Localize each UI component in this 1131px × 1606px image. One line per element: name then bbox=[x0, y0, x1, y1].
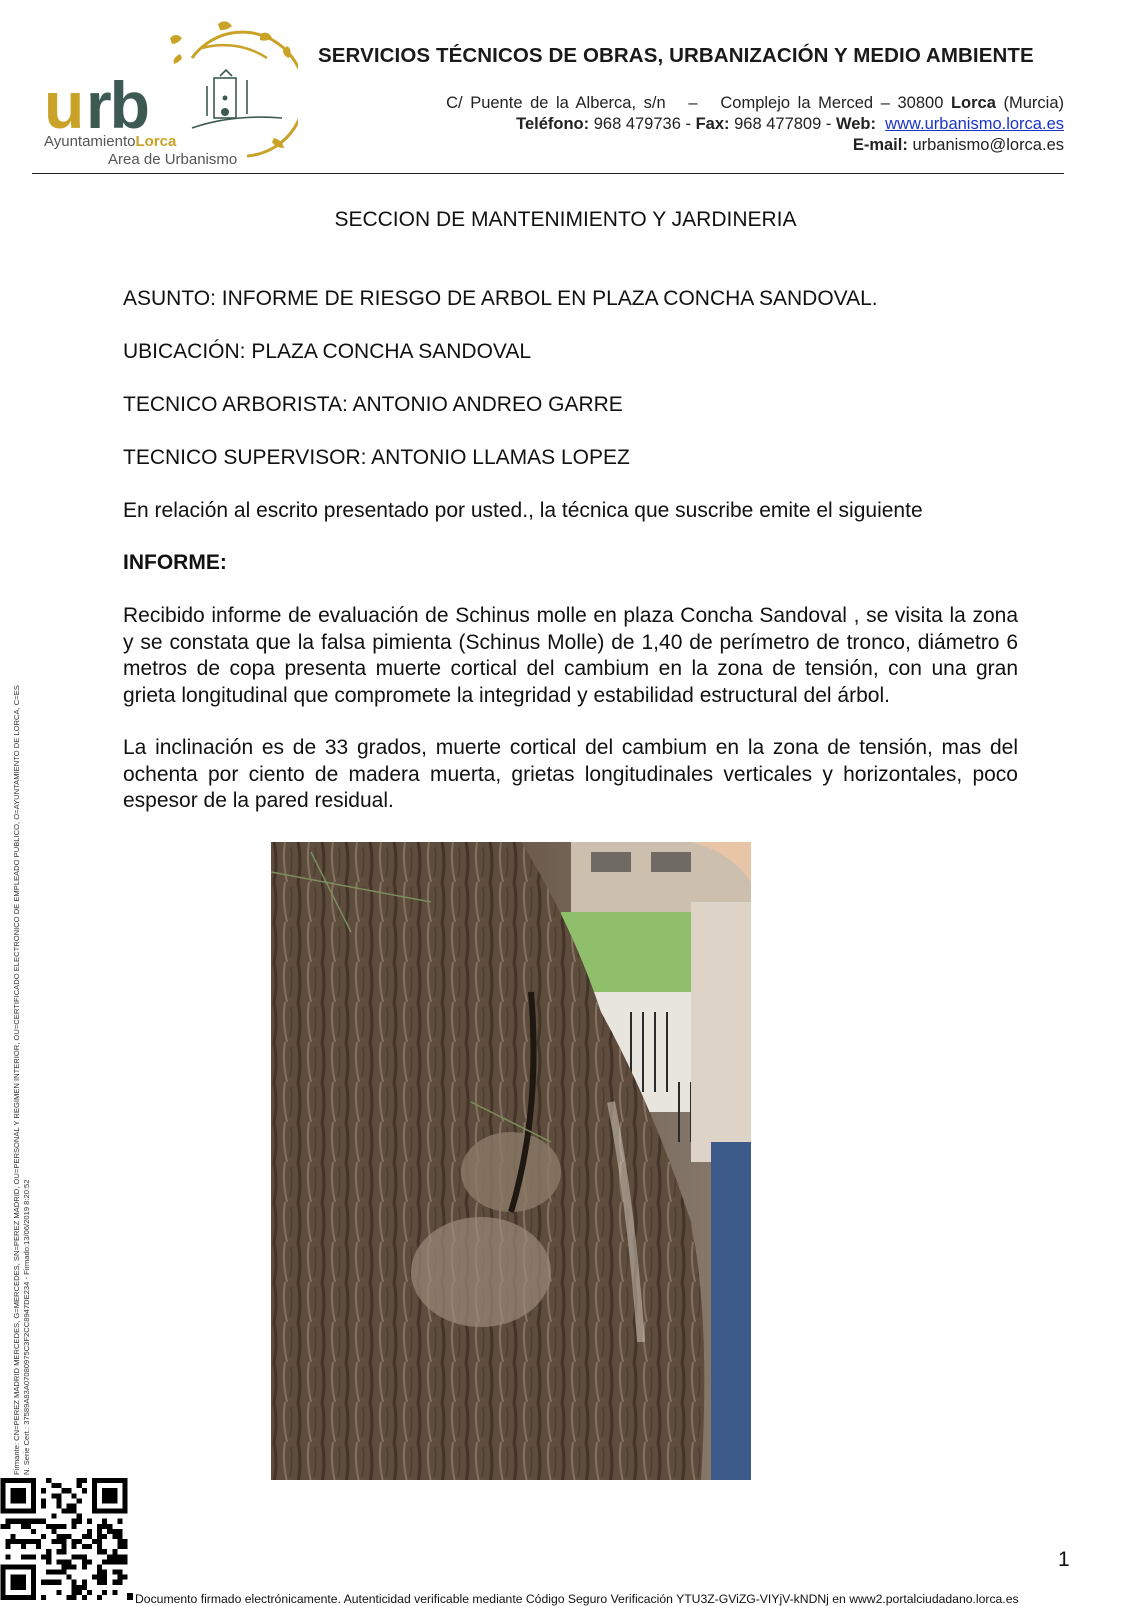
qr-module bbox=[6, 1544, 11, 1549]
qr-module bbox=[107, 1529, 112, 1534]
qr-module bbox=[51, 1524, 56, 1529]
qr-module bbox=[26, 1554, 31, 1559]
qr-module bbox=[87, 1559, 92, 1564]
qr-module bbox=[16, 1539, 21, 1544]
qr-module bbox=[51, 1529, 56, 1534]
qr-module bbox=[82, 1554, 87, 1559]
qr-module bbox=[117, 1559, 122, 1564]
qr-module bbox=[41, 1498, 46, 1503]
qr-module bbox=[72, 1554, 77, 1559]
report-paragraph-2: La inclinación es de 33 grados, muerte cortical del cambium en la zona de tensión, mas del ochenta por ciento de madera muerta, grietas longitudinales verticales y horizontales, poco espesor de la pared residual. bbox=[123, 736, 1018, 812]
header-address bbox=[446, 94, 1064, 113]
qr-module bbox=[97, 1544, 102, 1549]
qr-module bbox=[56, 1493, 61, 1498]
qr-module bbox=[112, 1554, 117, 1559]
qr-module bbox=[56, 1524, 61, 1529]
svg-text:AyuntamientoLorca: AyuntamientoLorca bbox=[44, 133, 177, 150]
qr-module bbox=[26, 1519, 31, 1524]
qr-module bbox=[41, 1534, 46, 1539]
ubicacion-line: UBICACIÓN: PLAZA CONCHA SANDOVAL bbox=[123, 340, 532, 363]
qr-module bbox=[31, 1529, 36, 1534]
qr-module bbox=[61, 1559, 66, 1564]
qr-module bbox=[41, 1595, 46, 1600]
qr-module bbox=[112, 1580, 117, 1585]
qr-module bbox=[82, 1488, 87, 1493]
header-divider bbox=[32, 173, 1064, 174]
qr-module bbox=[67, 1534, 72, 1539]
qr-module bbox=[61, 1488, 66, 1493]
qr-module bbox=[87, 1519, 92, 1524]
qr-module bbox=[56, 1580, 61, 1585]
address-street: C/ Puente de la Alberca, s/n bbox=[446, 94, 666, 112]
qr-module bbox=[102, 1534, 107, 1539]
qr-module bbox=[56, 1539, 61, 1544]
qr-module bbox=[97, 1580, 102, 1585]
qr-module bbox=[26, 1524, 31, 1529]
qr-module bbox=[107, 1524, 112, 1529]
qr-module bbox=[77, 1483, 82, 1488]
qr-module bbox=[82, 1478, 87, 1483]
qr-module bbox=[51, 1580, 56, 1585]
qr-module bbox=[122, 1539, 127, 1544]
qr-module bbox=[41, 1519, 46, 1524]
fax-label: Fax: bbox=[695, 115, 730, 133]
qr-module bbox=[46, 1570, 51, 1575]
qr-module bbox=[56, 1570, 61, 1575]
qr-module bbox=[97, 1564, 102, 1569]
qr-module bbox=[51, 1539, 56, 1544]
qr-module bbox=[102, 1549, 107, 1554]
header-contact: Teléfono: 968 479736 - Fax: 968 477809 - Web: www.urbanismo.lorca.es bbox=[516, 115, 1064, 133]
qr-module bbox=[97, 1549, 102, 1554]
qr-module bbox=[82, 1564, 87, 1569]
qr-module bbox=[92, 1575, 97, 1580]
qr-module bbox=[77, 1514, 82, 1519]
qr-module bbox=[51, 1514, 56, 1519]
qr-module bbox=[67, 1595, 72, 1600]
address-complex: Complejo la Merced bbox=[720, 94, 874, 112]
qr-module bbox=[122, 1554, 127, 1559]
qr-module bbox=[97, 1575, 102, 1580]
qr-module bbox=[0, 1524, 5, 1529]
qr-module bbox=[107, 1554, 112, 1559]
qr-module bbox=[6, 1554, 11, 1559]
qr-module bbox=[87, 1544, 92, 1549]
qr-module bbox=[77, 1539, 82, 1544]
qr-module bbox=[117, 1534, 122, 1539]
qr-module bbox=[31, 1539, 36, 1544]
qr-module bbox=[82, 1580, 87, 1585]
verification-footer: Documento firmado electrónicamente. Autenticidad verificable mediante Código Seguro Verificación YTU3Z-GViZG-VIYjV-kNDNj en www2.portalciudadano.lorca.es bbox=[135, 1592, 1019, 1606]
qr-module bbox=[11, 1534, 16, 1539]
qr-module bbox=[11, 1575, 26, 1590]
qr-module bbox=[31, 1519, 36, 1524]
qr-module bbox=[117, 1575, 122, 1580]
qr-module bbox=[46, 1580, 51, 1585]
qr-module bbox=[112, 1559, 117, 1564]
email-value: urbanismo@lorca.es bbox=[912, 136, 1064, 154]
qr-module bbox=[72, 1590, 77, 1595]
qr-module bbox=[72, 1585, 77, 1590]
qr-module bbox=[102, 1575, 107, 1580]
tecnico-arborista-line: TECNICO ARBORISTA: ANTONIO ANDREO GARRE bbox=[123, 393, 623, 416]
qr-module bbox=[72, 1595, 77, 1600]
qr-module bbox=[117, 1570, 122, 1575]
qr-module bbox=[11, 1519, 16, 1524]
qr-module bbox=[122, 1544, 127, 1549]
qr-module bbox=[21, 1539, 26, 1544]
web-link[interactable]: www.urbanismo.lorca.es bbox=[885, 115, 1064, 133]
qr-module bbox=[36, 1544, 41, 1549]
qr-module bbox=[56, 1559, 61, 1564]
qr-module bbox=[56, 1503, 61, 1508]
qr-module bbox=[112, 1570, 117, 1575]
qr-module bbox=[72, 1564, 77, 1569]
header-email bbox=[853, 136, 1064, 155]
qr-module bbox=[72, 1503, 77, 1508]
qr-module bbox=[56, 1549, 61, 1554]
qr-module bbox=[102, 1580, 107, 1585]
qr-module bbox=[72, 1493, 77, 1498]
qr-module bbox=[67, 1559, 72, 1564]
qr-module bbox=[117, 1519, 122, 1524]
qr-module bbox=[61, 1539, 66, 1544]
signature-signer: Firmante: CN=PEREZ MADRID MERCEDES, G=MERCEDES, SN=PEREZ MADRID, OU=PERSONAL Y REGIMEN INTERIOR, OU=CERTIFICADO ELECTRONICO DE EMPLEADO PUBLICO, O=AYUNTAMIENTO DE LORCA, C=ES bbox=[12, 685, 21, 1475]
qr-module bbox=[72, 1519, 77, 1524]
informe-heading: INFORME: bbox=[123, 551, 227, 574]
qr-module bbox=[112, 1534, 117, 1539]
qr-module bbox=[56, 1590, 61, 1595]
address-postcode: 30800 bbox=[897, 94, 944, 112]
qr-module bbox=[112, 1529, 117, 1534]
qr-module bbox=[46, 1478, 51, 1483]
qr-module bbox=[72, 1539, 77, 1544]
page-number: 1 bbox=[1058, 1548, 1070, 1571]
asunto-line: ASUNTO: INFORME DE RIESGO DE ARBOL EN PLAZA CONCHA SANDOVAL. bbox=[123, 287, 878, 310]
address-separator: – bbox=[880, 94, 890, 112]
qr-module bbox=[102, 1519, 107, 1524]
qr-module bbox=[36, 1519, 41, 1524]
qr-module bbox=[21, 1544, 26, 1549]
footer-marker bbox=[127, 1593, 133, 1600]
qr-module bbox=[117, 1539, 122, 1544]
qr-module bbox=[97, 1534, 102, 1539]
qr-module bbox=[21, 1554, 26, 1559]
qr-module bbox=[112, 1590, 117, 1595]
qr-module bbox=[61, 1544, 66, 1549]
qr-module bbox=[77, 1498, 82, 1503]
qr-module bbox=[61, 1564, 66, 1569]
qr-module bbox=[46, 1554, 51, 1559]
qr-module bbox=[61, 1509, 66, 1514]
qr-module bbox=[97, 1595, 102, 1600]
qr-module bbox=[6, 1519, 11, 1524]
qr-module bbox=[31, 1554, 36, 1559]
phone-value: 968 479736 bbox=[593, 115, 681, 133]
qr-module bbox=[77, 1585, 82, 1590]
qr-module bbox=[77, 1519, 82, 1524]
qr-module bbox=[72, 1580, 77, 1585]
qr-module bbox=[97, 1524, 102, 1529]
section-title: SECCION DE MANTENIMIENTO Y JARDINERIA bbox=[334, 208, 797, 231]
qr-module bbox=[61, 1549, 66, 1554]
qr-module bbox=[41, 1503, 46, 1508]
qr-module bbox=[72, 1509, 77, 1514]
qr-module bbox=[112, 1549, 117, 1554]
header-title: SERVICIOS TÉCNICOS DE OBRAS, URBANIZACIÓN Y MEDIO AMBIENTE bbox=[318, 44, 1034, 67]
qr-module bbox=[56, 1534, 61, 1539]
qr-module bbox=[117, 1529, 122, 1534]
svg-text:Area de Urbanismo: Area de Urbanismo bbox=[108, 151, 238, 168]
qr-module bbox=[11, 1539, 16, 1544]
address-province: (Murcia) bbox=[1003, 94, 1064, 112]
address-city: Lorca bbox=[950, 94, 996, 112]
qr-module bbox=[46, 1524, 51, 1529]
tree-trunk-photo bbox=[271, 842, 751, 1480]
qr-module bbox=[46, 1559, 51, 1564]
qr-module bbox=[67, 1509, 72, 1514]
svg-text:rb: rb bbox=[86, 68, 148, 142]
qr-module bbox=[51, 1493, 56, 1498]
qr-module bbox=[67, 1503, 72, 1508]
qr-module bbox=[122, 1575, 127, 1580]
qr-module bbox=[97, 1539, 102, 1544]
qr-module bbox=[51, 1570, 56, 1575]
qr-module bbox=[102, 1488, 117, 1503]
qr-module bbox=[77, 1478, 82, 1483]
qr-module bbox=[102, 1559, 107, 1564]
tecnico-supervisor-line: TECNICO SUPERVISOR: ANTONIO LLAMAS LOPEZ bbox=[123, 446, 630, 469]
qr-module bbox=[11, 1488, 26, 1503]
qr-module bbox=[26, 1539, 31, 1544]
qr-module bbox=[61, 1524, 66, 1529]
urb-logo bbox=[42, 18, 298, 170]
qr-module bbox=[87, 1590, 92, 1595]
qr-module bbox=[72, 1524, 77, 1529]
email-label: E-mail: bbox=[852, 136, 908, 154]
qr-module bbox=[56, 1498, 61, 1503]
qr-module bbox=[77, 1554, 82, 1559]
qr-module bbox=[67, 1488, 72, 1493]
qr-module bbox=[41, 1488, 46, 1493]
qr-module bbox=[6, 1539, 11, 1544]
qr-module bbox=[82, 1559, 87, 1564]
qr-module bbox=[6, 1524, 11, 1529]
web-label: Web: bbox=[835, 115, 876, 133]
qr-module bbox=[16, 1519, 21, 1524]
qr-module bbox=[87, 1534, 92, 1539]
qr-module bbox=[77, 1590, 82, 1595]
qr-module bbox=[21, 1519, 26, 1524]
qr-module bbox=[72, 1544, 77, 1549]
qr-module bbox=[117, 1580, 122, 1585]
qr-module bbox=[41, 1554, 46, 1559]
qr-module bbox=[56, 1483, 61, 1488]
qr-module bbox=[87, 1529, 92, 1534]
signature-serial: N. Serie Cert.: 37589A83A07080975C3F2CC8947DE234 - Firmado:13/06/2019 8:20:52 bbox=[22, 1179, 31, 1475]
verification-qr-code bbox=[0, 1478, 128, 1600]
qr-module bbox=[67, 1564, 72, 1569]
qr-module bbox=[46, 1549, 51, 1554]
qr-module bbox=[61, 1534, 66, 1539]
digital-signature-info bbox=[12, 685, 32, 1475]
qr-module bbox=[21, 1524, 26, 1529]
qr-module bbox=[97, 1529, 102, 1534]
qr-module bbox=[61, 1570, 66, 1575]
qr-module bbox=[82, 1585, 87, 1590]
qr-module bbox=[67, 1575, 72, 1580]
qr-module bbox=[102, 1590, 107, 1595]
report-paragraph-1: Recibido informe de evaluación de Schinus molle en plaza Concha Sandoval , se visita la zona y se constata que la falsa pimienta (Schinus Molle) de 1,40 de perímetro de tronco, diámetro 6 metros de copa presenta muerte cortical del cambium en la zona de tensión, con una gran grieta longitudinal que compromete la integridad y estabilidad estructural del árbol. bbox=[123, 604, 1018, 707]
qr-module bbox=[97, 1570, 102, 1575]
qr-module bbox=[117, 1554, 122, 1559]
qr-module bbox=[82, 1595, 87, 1600]
qr-module bbox=[82, 1544, 87, 1549]
intro-line: En relación al escrito presentado por usted., la técnica que suscribe emite el siguiente bbox=[123, 499, 923, 522]
qr-module bbox=[82, 1534, 87, 1539]
qr-module bbox=[117, 1544, 122, 1549]
address-separator: – bbox=[688, 94, 698, 112]
qr-module bbox=[122, 1559, 127, 1564]
qr-module bbox=[41, 1580, 46, 1585]
qr-module bbox=[36, 1539, 41, 1544]
qr-module bbox=[102, 1570, 107, 1575]
qr-module bbox=[51, 1483, 56, 1488]
qr-module bbox=[107, 1559, 112, 1564]
fax-value: 968 477809 bbox=[734, 115, 822, 133]
qr-module bbox=[92, 1539, 97, 1544]
phone-label: Teléfono: bbox=[516, 115, 590, 133]
qr-module bbox=[102, 1524, 107, 1529]
logo-wordmark-u: u bbox=[44, 68, 83, 142]
